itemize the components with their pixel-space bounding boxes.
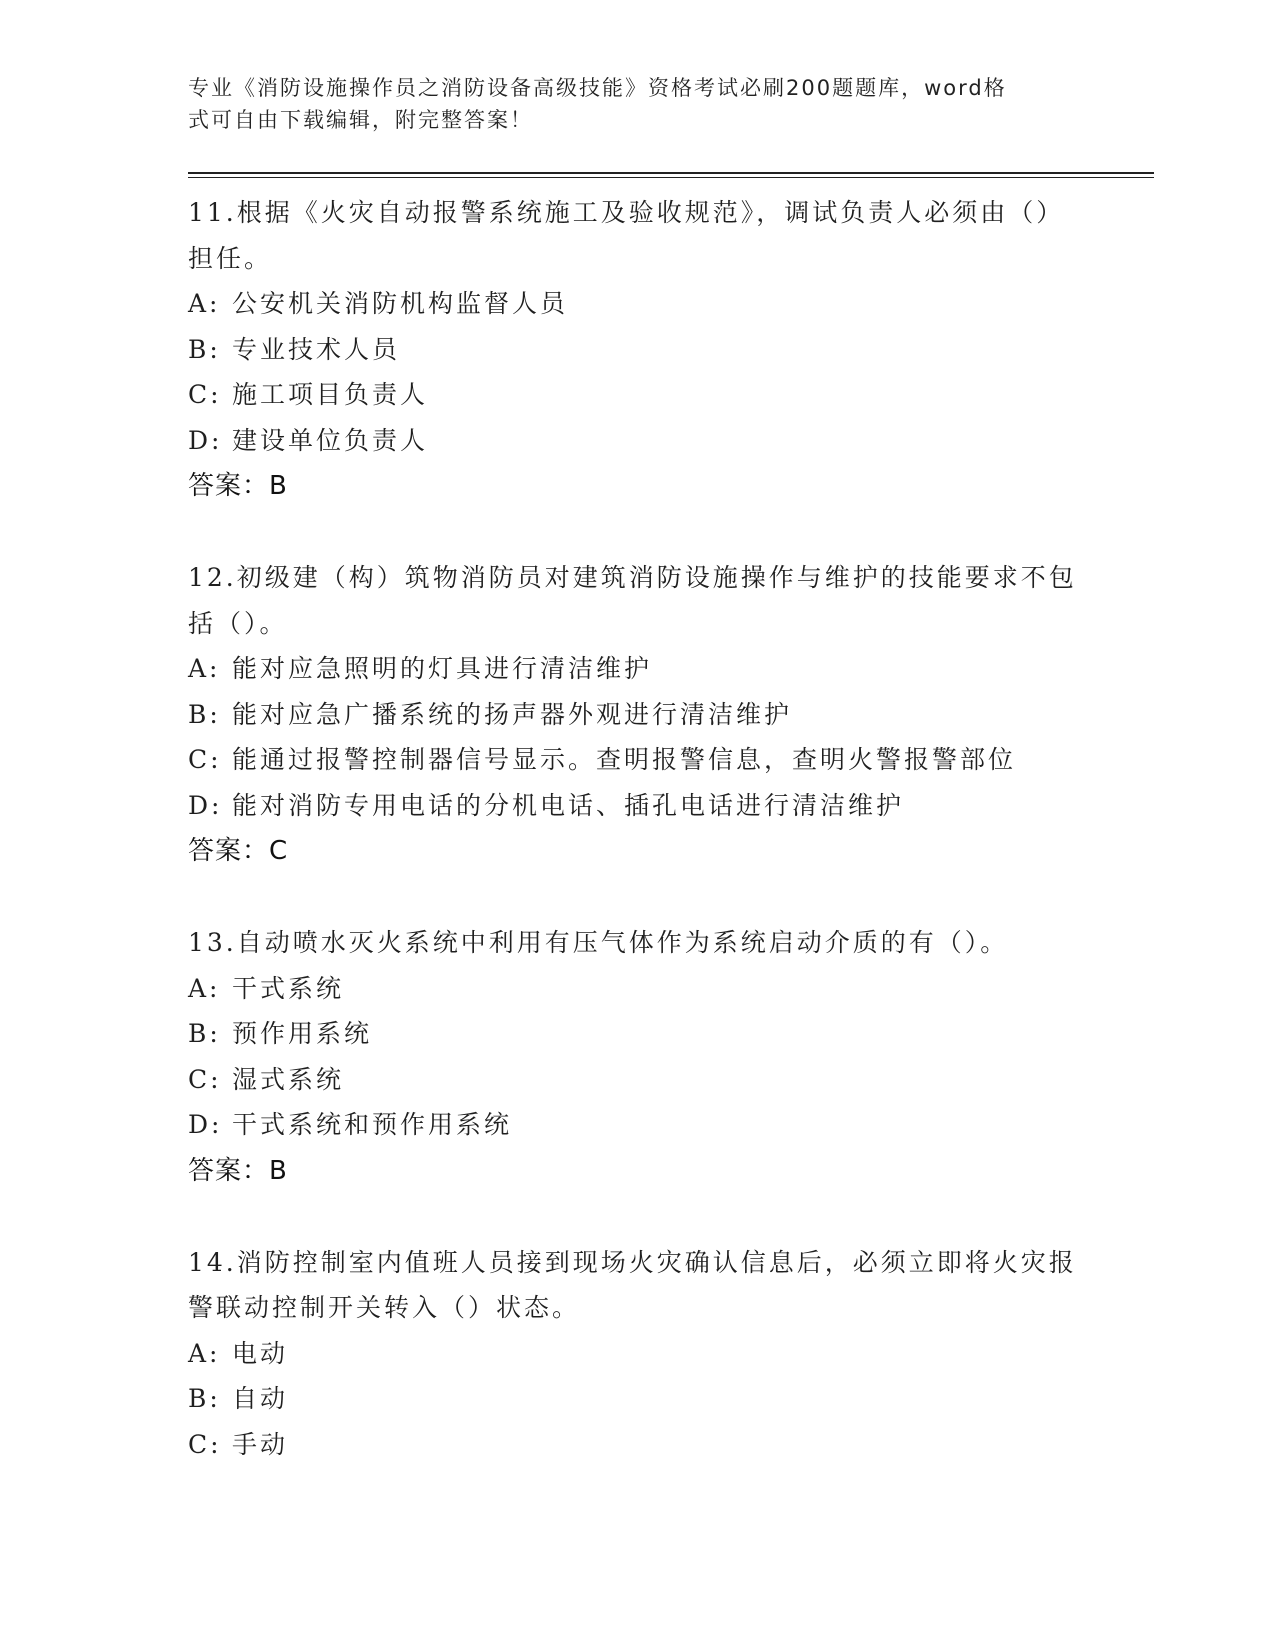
option-d bbox=[188, 418, 1088, 464]
question-stem: 12.初级建（构）筑物消防员对建筑消防设施操作与维护的技能要求不包括（）。 bbox=[188, 563, 1077, 638]
option-text: 干式系统和预作用系统 bbox=[232, 1110, 513, 1139]
option-key: A: bbox=[188, 973, 221, 1003]
option-text: 能对消防专用电话的分机电话、插孔电话进行清洁维护 bbox=[232, 790, 905, 820]
header-divider-top bbox=[188, 172, 1154, 174]
option-text: 电动 bbox=[232, 1338, 289, 1368]
option-d bbox=[188, 1102, 1088, 1148]
option-key: A: bbox=[188, 289, 221, 318]
option-key: A: bbox=[188, 654, 221, 683]
option-key: D: bbox=[188, 790, 223, 820]
question-stem: 11.根据《火灾自动报警系统施工及验收规范》，调试负责人必须由（）担任。 bbox=[188, 198, 1065, 273]
question-list bbox=[188, 190, 1088, 1513]
option-d bbox=[188, 783, 1088, 829]
option-key: B: bbox=[188, 1384, 221, 1413]
document-header bbox=[188, 72, 1068, 136]
option-key: B: bbox=[188, 1019, 221, 1048]
option-text: 手动 bbox=[232, 1429, 289, 1459]
option-text: 能通过报警控制器信号显示。查明报警信息，查明火警报警部位 bbox=[232, 745, 1017, 774]
option-text: 能对应急照明的灯具进行清洁维护 bbox=[232, 654, 653, 683]
option-key: C: bbox=[188, 1429, 222, 1459]
option-a bbox=[188, 966, 1088, 1012]
question-stem: 14.消防控制室内值班人员接到现场火灾确认信息后，必须立即将火灾报警联动控制开关转入（）状态。 bbox=[188, 1247, 1077, 1322]
answer-line: 答案：B bbox=[188, 471, 288, 501]
option-b bbox=[188, 327, 1088, 373]
header-divider-bottom bbox=[188, 177, 1154, 178]
option-c bbox=[188, 372, 1088, 418]
question-14 bbox=[188, 1240, 1088, 1468]
option-key: A: bbox=[188, 1338, 221, 1368]
option-key: D: bbox=[188, 1110, 223, 1139]
question-13 bbox=[188, 920, 1088, 1194]
answer-line: 答案：B bbox=[188, 1155, 288, 1186]
option-a bbox=[188, 281, 1088, 327]
option-key: C: bbox=[188, 745, 222, 774]
answer-line: 答案：C bbox=[188, 836, 289, 866]
option-text: 自动 bbox=[232, 1384, 289, 1413]
option-c bbox=[188, 737, 1088, 783]
option-b bbox=[188, 692, 1088, 738]
option-a bbox=[188, 646, 1088, 692]
option-key: B: bbox=[188, 699, 221, 729]
option-c bbox=[188, 1057, 1088, 1103]
option-text: 公安机关消防机构监督人员 bbox=[232, 289, 569, 318]
option-b bbox=[188, 1376, 1088, 1422]
option-c bbox=[188, 1422, 1088, 1468]
header-line-2: 式可自由下载编辑，附完整答案！ bbox=[188, 108, 533, 132]
option-key: D: bbox=[188, 425, 223, 455]
option-key: C: bbox=[188, 380, 222, 409]
option-a bbox=[188, 1331, 1088, 1377]
question-12 bbox=[188, 555, 1088, 874]
question-11 bbox=[188, 190, 1088, 509]
option-key: B: bbox=[188, 334, 221, 364]
option-text: 施工项目负责人 bbox=[232, 380, 429, 409]
option-text: 专业技术人员 bbox=[232, 334, 401, 364]
option-b bbox=[188, 1011, 1088, 1057]
option-key: C: bbox=[188, 1064, 222, 1094]
option-text: 建设单位负责人 bbox=[232, 425, 429, 455]
option-text: 能对应急广播系统的扬声器外观进行清洁维护 bbox=[232, 699, 793, 729]
option-text: 干式系统 bbox=[232, 973, 345, 1003]
header-line-1: 专业《消防设施操作员之消防设备高级技能》资格考试必刷200题题库，word格 bbox=[188, 76, 1007, 100]
question-stem: 13.自动喷水灭火系统中利用有压气体作为系统启动介质的有（）。 bbox=[188, 928, 1009, 957]
option-text: 预作用系统 bbox=[232, 1019, 373, 1048]
option-text: 湿式系统 bbox=[232, 1064, 345, 1094]
